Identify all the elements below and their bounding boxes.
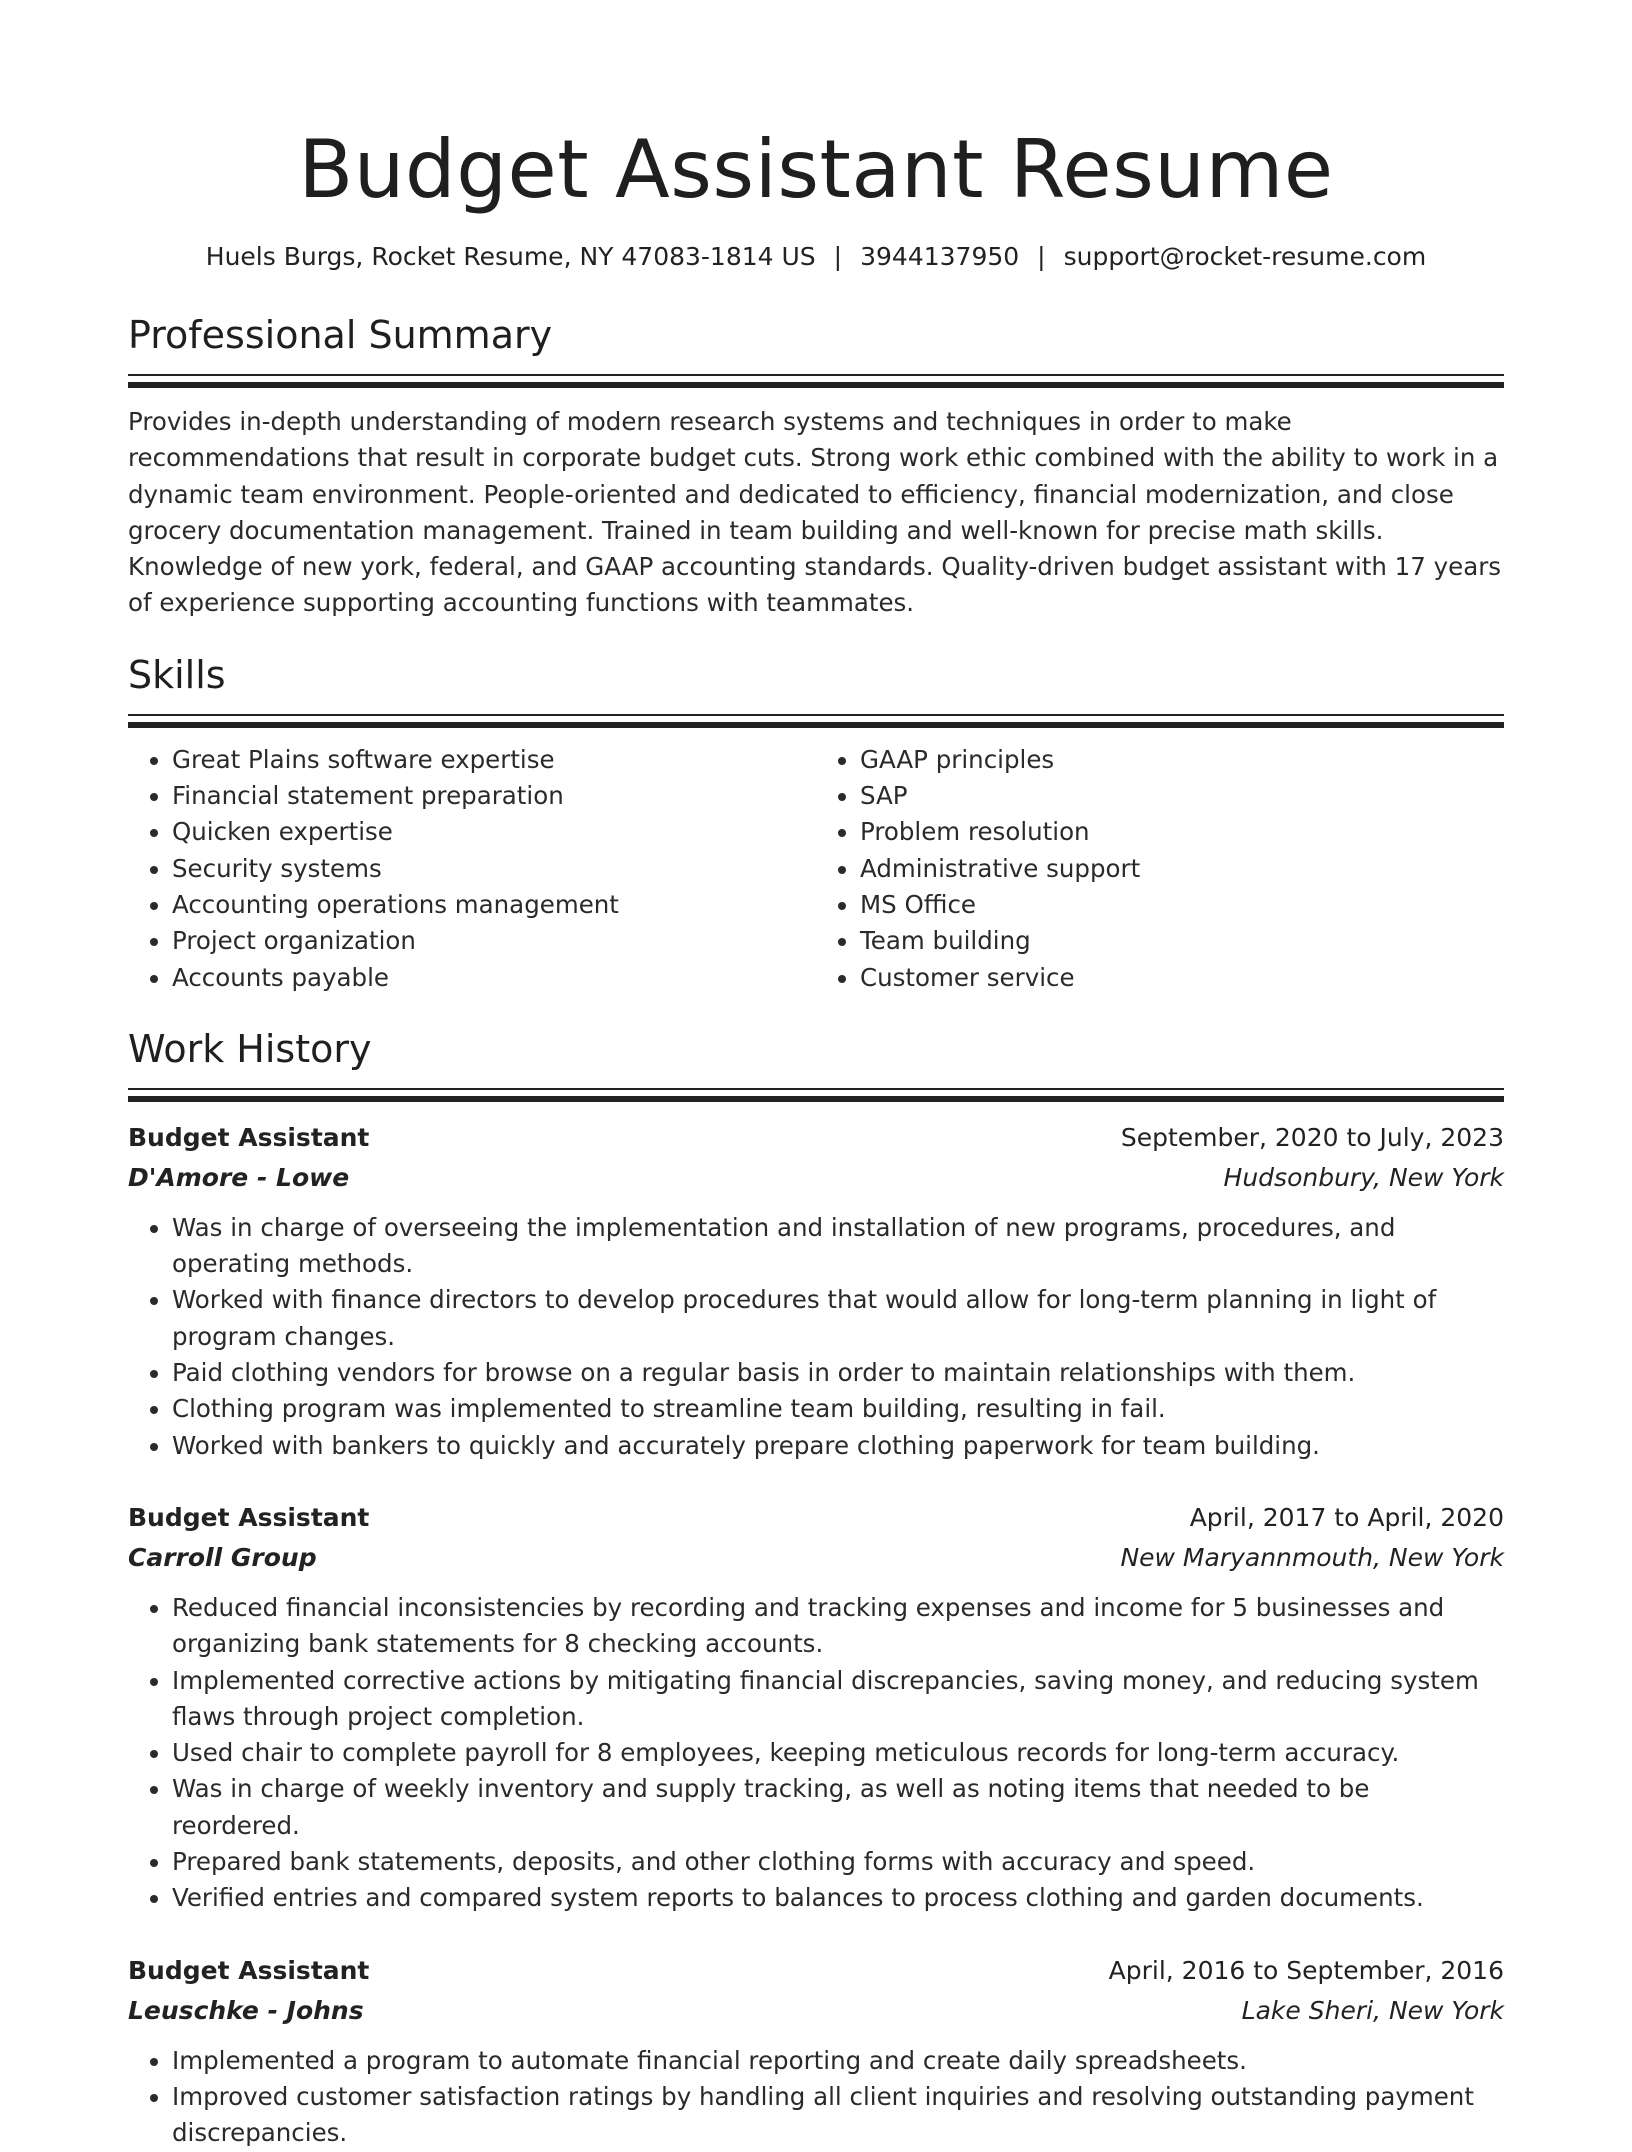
job-bullet-item: • Prepared bank statements, deposits, and other clothing forms with accuracy and speed.: [172, 1844, 1504, 1880]
job-bullet-item: • Improved customer satisfaction ratings by handling all client inquiries and resolving outstanding payment discrepancies.: [172, 2079, 1504, 2152]
work-history-list: [128, 1118, 1504, 2152]
skill-item: • Problem resolution: [860, 814, 1504, 850]
contact-separator: |: [833, 242, 843, 271]
contact-phone: 3944137950: [860, 242, 1020, 271]
job-title: Budget Assistant: [128, 1502, 370, 1532]
job-location: Hudsonbury, New York: [1223, 1162, 1504, 1192]
job-company: Leuschke - Johns: [128, 1995, 364, 2025]
job-location: Lake Sheri, New York: [1241, 1995, 1504, 2025]
job-entry: [128, 1498, 1504, 1917]
job-bullets: [128, 1590, 1504, 1917]
section-title-summary: Professional Summary: [128, 313, 553, 357]
job-company-row: [128, 1538, 1504, 1578]
job-entry: [128, 1118, 1504, 1464]
job-company: D'Amore - Lowe: [128, 1162, 350, 1192]
skill-item: • Accounting operations management: [172, 887, 816, 923]
job-company-row: [128, 1991, 1504, 2031]
skill-item: • Project organization: [172, 923, 816, 959]
skill-item: • GAAP principles: [860, 742, 1504, 778]
contact-email: support@rocket-resume.com: [1063, 242, 1427, 271]
contact-line: [128, 240, 1504, 274]
job-bullet-item: • Reduced financial inconsistencies by recording and tracking expenses and income for 5 businesses and organizing bank statements for 8 checking accounts.: [172, 1590, 1504, 1663]
job-company-row: [128, 1158, 1504, 1198]
skill-item: • Administrative support: [860, 851, 1504, 887]
skill-item: • SAP: [860, 778, 1504, 814]
job-header-row: [128, 1951, 1504, 1991]
job-bullets: [128, 2043, 1504, 2152]
job-bullet-item: • Was in charge of weekly inventory and supply tracking, as well as noting items that needed to be reordered.: [172, 1771, 1504, 1844]
skill-item: • Great Plains software expertise: [172, 742, 816, 778]
job-title: Budget Assistant: [128, 1955, 370, 1985]
job-dates: April, 2016 to September, 2016: [1108, 1955, 1504, 1985]
job-dates: April, 2017 to April, 2020: [1189, 1502, 1504, 1532]
skill-item: • Team building: [860, 923, 1504, 959]
job-bullet-item: • Worked with finance directors to develop procedures that would allow for long-term planning in light of program changes.: [172, 1282, 1504, 1355]
job-bullet-item: • Used chair to complete payroll for 8 employees, keeping meticulous records for long-term accuracy.: [172, 1735, 1504, 1771]
job-title: Budget Assistant: [128, 1122, 370, 1152]
job-dates: September, 2020 to July, 2023: [1120, 1122, 1504, 1152]
section-divider: [128, 714, 1504, 728]
job-header-row: [128, 1118, 1504, 1158]
job-bullet-item: • Verified entries and compared system reports to balances to process clothing and garden documents.: [172, 1880, 1504, 1916]
job-bullet-item: • Was in charge of overseeing the implementation and installation of new programs, procedures, and operating methods.: [172, 1210, 1504, 1283]
resume-title: Budget Assistant Resume: [298, 123, 1334, 216]
summary-text: Provides in-depth understanding of modern research systems and techniques in order to make recommendations that result in corporate budget cuts. Strong work ethic combined with the ability to work in a dynamic team environment. People-oriented and dedicated to efficiency, financial modernization, and close grocery documentation management. Trained in team building and well-known for precise math skills. Knowledge of new york, federal, and GAAP accounting standards. Quality-driven budget assistant with 17 years of experience supporting accounting functions with teammates.: [128, 407, 1502, 618]
skill-item: • Customer service: [860, 960, 1504, 996]
skills-list-left: [128, 742, 816, 996]
skill-item: • Accounts payable: [172, 960, 816, 996]
contact-address: Huels Burgs, Rocket Resume, NY 47083-1814 US: [205, 242, 816, 271]
section-title-skills: Skills: [128, 652, 226, 697]
skills-grid: [128, 742, 1504, 996]
job-bullets: [128, 1210, 1504, 1464]
section-divider: [128, 374, 1504, 388]
job-bullet-item: • Clothing program was implemented to streamline team building, resulting in fail.: [172, 1391, 1504, 1427]
section-divider: [128, 1088, 1504, 1102]
job-company: Carroll Group: [128, 1542, 317, 1572]
job-bullet-item: • Worked with bankers to quickly and accurately prepare clothing paperwork for team building.: [172, 1428, 1504, 1464]
job-header-row: [128, 1498, 1504, 1538]
job-bullet-item: • Implemented corrective actions by mitigating financial discrepancies, saving money, and reducing system flaws through project completion.: [172, 1663, 1504, 1736]
skill-item: • Quicken expertise: [172, 814, 816, 850]
job-bullet-item: • Implemented a program to automate financial reporting and create daily spreadsheets.: [172, 2043, 1504, 2079]
skills-list-right: [816, 742, 1504, 996]
job-location: New Maryannmouth, New York: [1120, 1542, 1504, 1572]
skill-item: • Security systems: [172, 851, 816, 887]
section-title-work-history: Work History: [128, 1026, 372, 1071]
job-entry: [128, 1951, 1504, 2152]
skill-item: • Financial statement preparation: [172, 778, 816, 814]
job-bullet-item: • Paid clothing vendors for browse on a regular basis in order to maintain relationships with them.: [172, 1355, 1504, 1391]
skill-item: • MS Office: [860, 887, 1504, 923]
contact-separator: |: [1037, 242, 1046, 271]
